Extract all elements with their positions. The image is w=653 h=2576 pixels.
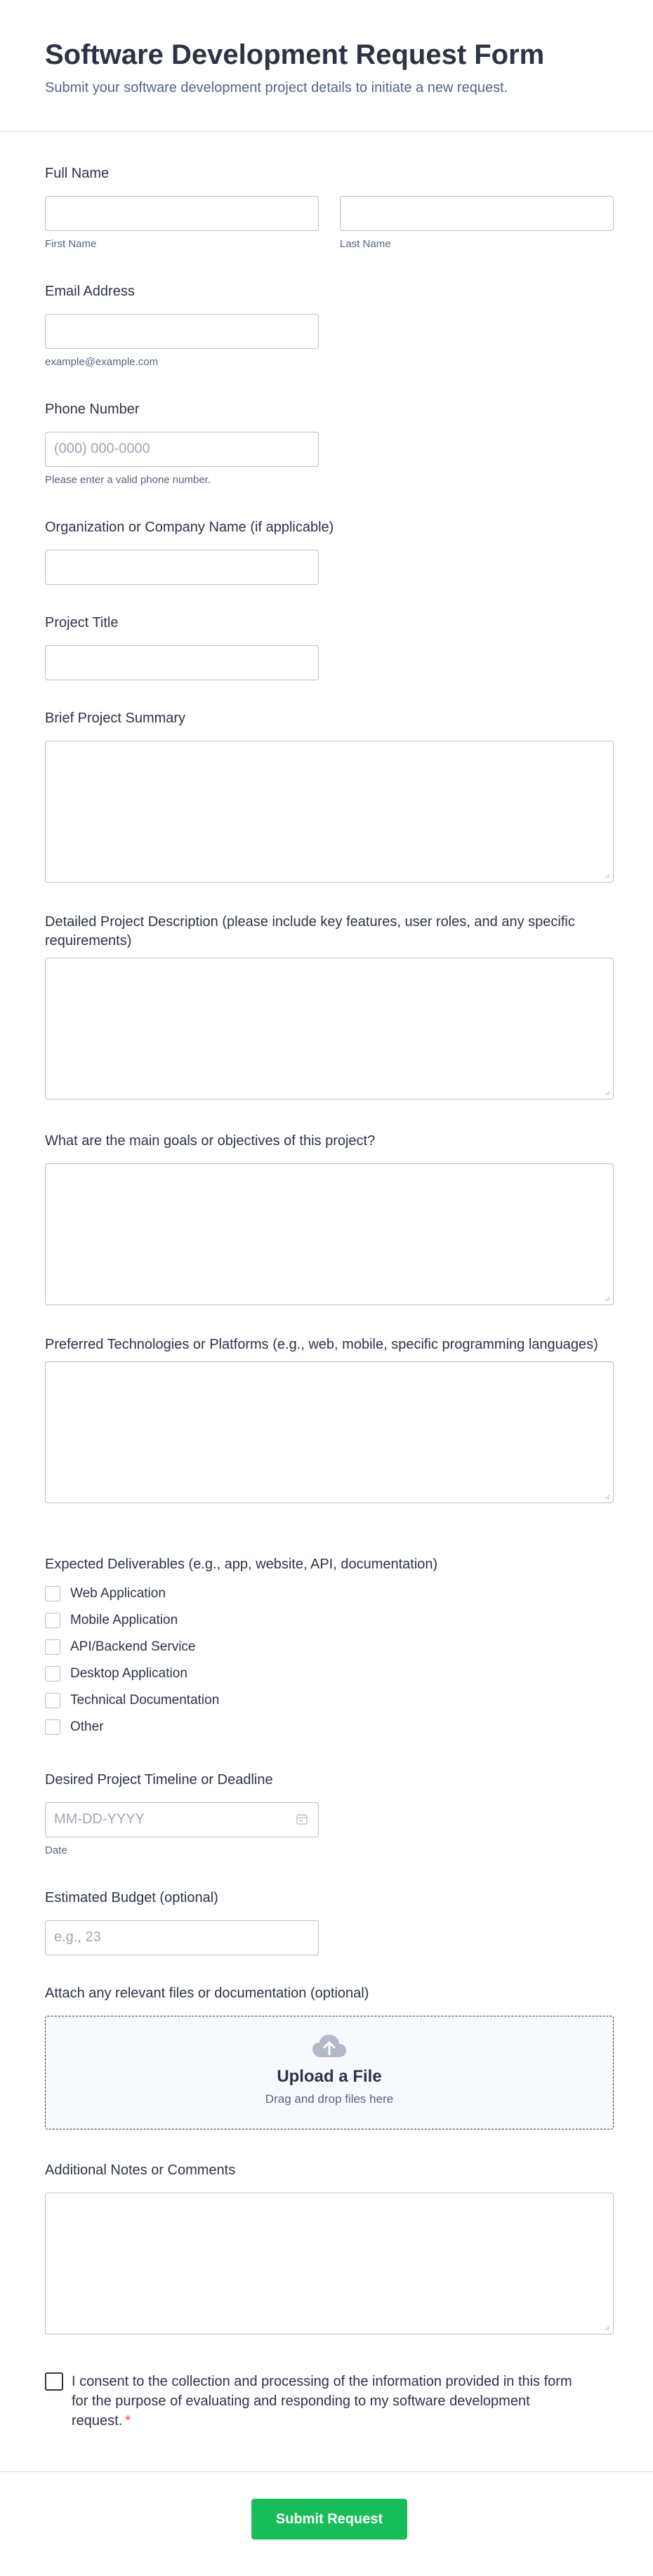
consent-label: I consent to the collection and processing of the information provided in this form for the purpose of evaluating and responding to my software development request. — [72, 2374, 572, 2429]
resize-handle-icon[interactable] — [603, 1089, 610, 1096]
email-input[interactable] — [45, 314, 319, 349]
phone-sublabel: Please enter a valid phone number. — [45, 474, 211, 486]
description-textarea[interactable] — [45, 958, 614, 1099]
goals-textarea[interactable] — [45, 1163, 614, 1305]
technologies-field — [45, 1335, 614, 1503]
attachments-field — [45, 1984, 614, 2129]
form-header — [0, 0, 653, 132]
deliverable-option[interactable] — [45, 1585, 614, 1602]
summary-label: Brief Project Summary — [45, 711, 186, 726]
resize-handle-icon[interactable] — [603, 1493, 610, 1500]
consent-checkbox[interactable] — [45, 2372, 63, 2391]
project-title-field — [45, 614, 614, 680]
option-label: Other — [70, 1719, 104, 1734]
description-field — [45, 913, 614, 1099]
submit-button[interactable]: Submit Request — [251, 2499, 407, 2539]
cloud-upload-icon — [311, 2033, 348, 2059]
option-label: Mobile Application — [70, 1613, 178, 1627]
consent-field — [45, 2372, 614, 2431]
full-name-field — [45, 164, 614, 250]
checkbox[interactable] — [45, 1719, 60, 1735]
goals-label: What are the main goals or objectives of this project? — [45, 1133, 376, 1149]
notes-field — [45, 2161, 614, 2334]
deliverable-option[interactable] — [45, 1719, 614, 1736]
technologies-label: Preferred Technologies or Platforms (e.g., web, mobile, specific programming languages) — [45, 1337, 598, 1352]
upload-subtext: Drag and drop files here — [265, 2092, 394, 2106]
option-label: API/Backend Service — [70, 1639, 196, 1654]
notes-textarea[interactable] — [45, 2193, 614, 2334]
resize-handle-icon[interactable] — [603, 2324, 610, 2331]
budget-field — [45, 1889, 614, 1955]
form-title: Software Development Request Form — [45, 39, 545, 70]
phone-placeholder: (000) 000-0000 — [54, 441, 150, 456]
project-title-input[interactable] — [45, 645, 319, 680]
consent-row — [45, 2372, 614, 2431]
consent-text — [72, 2372, 577, 2431]
organization-field — [45, 518, 614, 585]
file-upload-dropzone[interactable] — [45, 2016, 614, 2129]
form-footer — [0, 2471, 653, 2576]
email-field — [45, 282, 614, 368]
last-name-sublabel: Last Name — [340, 238, 391, 250]
goals-field — [45, 1132, 614, 1305]
phone-input[interactable] — [45, 432, 319, 467]
full-name-label: Full Name — [45, 166, 110, 181]
required-mark: * — [125, 2413, 131, 2429]
budget-label: Estimated Budget (optional) — [45, 1890, 218, 1905]
deliverable-option[interactable] — [45, 1692, 614, 1709]
phone-field — [45, 400, 614, 486]
checkbox[interactable] — [45, 1639, 60, 1655]
calendar-icon[interactable] — [296, 1813, 308, 1825]
timeline-date-input[interactable] — [45, 1802, 319, 1837]
deliverables-field — [45, 1555, 614, 1745]
timeline-sublabel: Date — [45, 1844, 67, 1856]
deliverable-option[interactable] — [45, 1639, 614, 1656]
deliverable-option[interactable] — [45, 1665, 614, 1682]
option-label: Web Application — [70, 1586, 166, 1601]
deliverables-options — [45, 1585, 614, 1736]
organization-label: Organization or Company Name (if applicable) — [45, 520, 334, 535]
upload-title: Upload a File — [277, 2067, 382, 2086]
option-label: Desktop Application — [70, 1666, 187, 1681]
first-name-sublabel: First Name — [45, 238, 97, 250]
budget-input[interactable] — [45, 1920, 319, 1955]
resize-handle-icon[interactable] — [603, 872, 610, 879]
description-label: Detailed Project Description (please include key features, user roles, and any specific requirements) — [45, 914, 575, 949]
project-title-label: Project Title — [45, 615, 119, 630]
deliverables-label: Expected Deliverables (e.g., app, website, API, documentation) — [45, 1557, 438, 1572]
technologies-textarea[interactable] — [45, 1361, 614, 1503]
form-subtitle: Submit your software development project details to initiate a new request. — [45, 80, 508, 95]
organization-input[interactable] — [45, 550, 319, 585]
phone-label: Phone Number — [45, 402, 140, 417]
first-name-input[interactable] — [45, 196, 319, 231]
last-name-input[interactable] — [340, 196, 614, 231]
checkbox[interactable] — [45, 1666, 60, 1682]
checkbox[interactable] — [45, 1586, 60, 1601]
email-label: Email Address — [45, 284, 135, 299]
checkbox[interactable] — [45, 1693, 60, 1708]
resize-handle-icon[interactable] — [603, 1295, 610, 1302]
summary-field — [45, 709, 614, 883]
notes-label: Additional Notes or Comments — [45, 2162, 236, 2178]
summary-textarea[interactable] — [45, 741, 614, 883]
budget-placeholder: e.g., 23 — [54, 1929, 101, 1945]
option-label: Technical Documentation — [70, 1693, 220, 1708]
timeline-field — [45, 1771, 614, 1856]
deliverable-option[interactable] — [45, 1612, 614, 1629]
email-sublabel: example@example.com — [45, 356, 159, 368]
checkbox[interactable] — [45, 1613, 60, 1628]
timeline-placeholder: MM-DD-YYYY — [54, 1811, 145, 1827]
attachments-label: Attach any relevant files or documentation (optional) — [45, 1986, 369, 2001]
timeline-label: Desired Project Timeline or Deadline — [45, 1772, 273, 1788]
